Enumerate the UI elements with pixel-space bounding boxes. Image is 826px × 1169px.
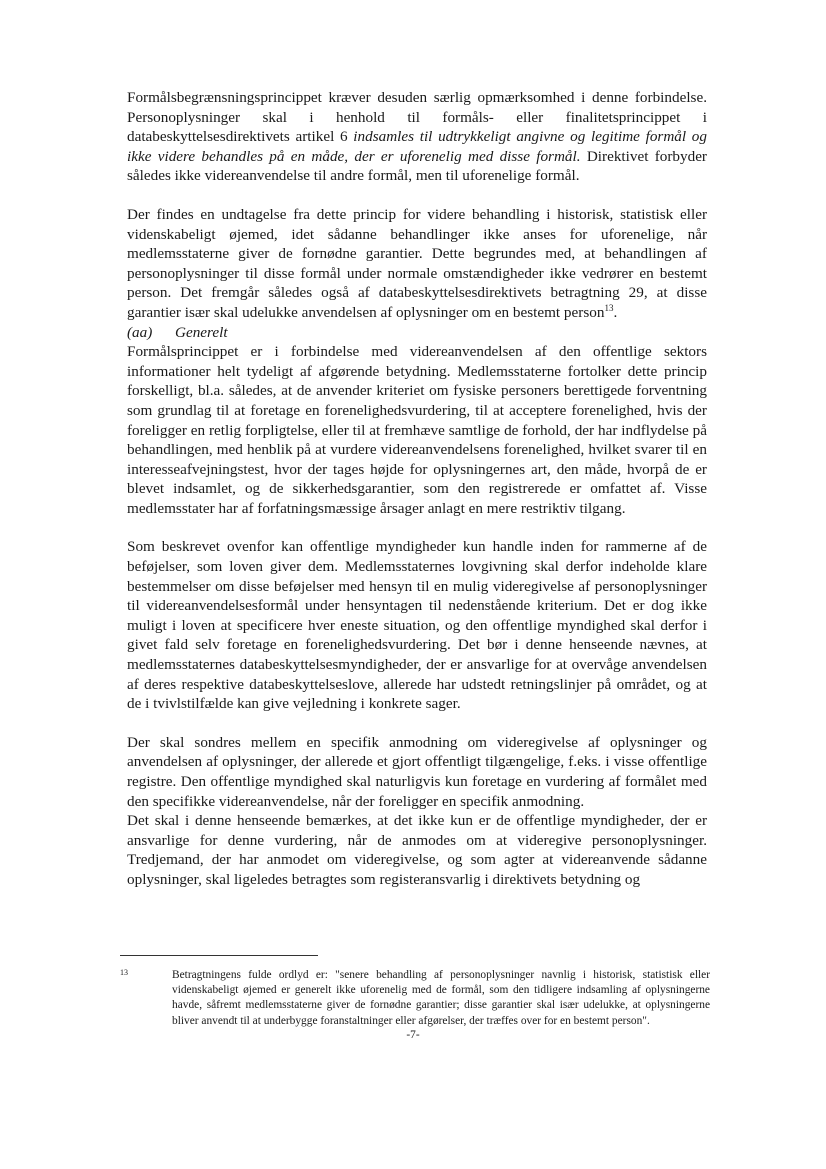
paragraph-text: Formålsbegrænsningsprincippet kræver desuden særlig opmærksomhed i denne forbindelse. Personoplysninger skal i henhold til formåls- eller finalitetsprincippet i databeskyttelsesdirektivets artikel 6 xyxy=(127,89,707,146)
footnote-separator xyxy=(120,955,318,956)
footnote xyxy=(120,968,710,1029)
paragraph-exception xyxy=(127,205,707,323)
paragraph-text: . xyxy=(613,303,618,321)
paragraph-purpose-limitation xyxy=(127,88,707,186)
document-body xyxy=(127,88,707,890)
page-number: -7- xyxy=(406,1029,420,1041)
footnote-mark: 13 xyxy=(120,968,128,977)
paragraph-authorities: Som beskrevet ovenfor kan offentlige myndigheder kun handle inden for rammerne af de beføjelser, som loven giver dem. Medlemsstaternes lovgivning skal derfor indeholde klare bestemmelser om disse beføjelser med hensyn til en mulig videregivelse af personoplysninger til videreanvendelsesformål under hensyntagen til nedenstående kriterium. Det er dog ikke muligt i loven at specificere hver eneste situation, og den offentlige myndighed skal derfor i givet fald selv foretage en forenelighedsvurdering. Det bør i denne henseende nævnes, at medlemsstaternes databeskyttelsesmyndigheder, der er ansvarlige for at overvåge anvendelsen af deres respektive databeskyttelseslove, allerede har udstedt retningslinjer på området, og at de i tvivlstilfælde kan give vejledning i konkrete sager. xyxy=(127,538,707,713)
footnote-text: Betragtningens fulde ordlyd er: "senere behandling af personoplysninger navnlig i historisk, statistisk eller videnskabeligt øjemed er generelt ikke uforenelig med de formål, som den tidligere indsamling af oplysningerne havde, såfremt medlemsstaterne giver de fornødne garantier; disse garantier skal især udelukke, at oplysningerne bliver anvendt til at underbygge foranstaltninger eller afgørelser, der træffes over for en bestemt person". xyxy=(172,969,710,1027)
paragraph-responsibility: Det skal i denne henseende bemærkes, at det ikke kun er de offentlige myndigheder, der er ansvarlige for denne vurdering, når de anmodes om at videregive personoplysninger. Tredjemand, der har anmodet om videregivelse, og som agter at videreanvende sådanne oplysninger, skal ligeledes betragtes som registeransvarlig i direktivets betydning og xyxy=(127,812,707,888)
footnote-reference[interactable]: 13 xyxy=(604,302,614,313)
section-heading xyxy=(127,323,707,343)
paragraph-italic-quote: indsamles til udtrykkeligt angivne og legitime formål og ikke videre behandles på en måde, der er uforenelig med disse formål. xyxy=(127,128,707,165)
section-number: (aa) xyxy=(127,323,153,341)
section-title: Generelt xyxy=(175,323,228,341)
paragraph-specific-request: Der skal sondres mellem en specifik anmodning om videregivelse af oplysninger og anvendelsen af oplysninger, der allerede et gjort offentligt tilgængelige, f.eks. i visse offentlige registre. Den offentlige myndighed skal naturligvis kun foretage en vurdering af formålet med den specifikke videreanvendelse, når der foreligger en specifik anmodning. xyxy=(127,733,707,810)
paragraph-general: Formålsprincippet er i forbindelse med videreanvendelsen af den offentlige sektors informationer helt tydeligt af afgørende betydning. Medlemsstaterne fortolker dette princip forskelligt, bl.a. således, at de anvender kriteriet om fysiske personers berettigede forventning som grundlag til at foretage en forenelighedsvurdering, til at acceptere forenelighed, hvis der foreligger en retlig forpligtelse, eller til at fremhæve samtlige de forhold, der har indflydelse på behandlingen, med henblik på at vurdere videreanvendelsens forenelighed, hvilket svarer til en interesseafvejningstest, hvor der tages højde for oplysningernes art, den måde, hvorpå de er blevet indsamlet, og de sikkerhedsgarantier, som den registrerede er omfattet af. Visse medlemsstater har af forfatningsmæssige årsager anlagt en mere restriktiv tilgang. xyxy=(127,343,707,517)
paragraph-text: Direktivet forbyder således ikke videreanvendelse til andre formål, men til uforenelige formål. xyxy=(127,147,707,185)
paragraph-text: Der findes en undtagelse fra dette princip for videre behandling i historisk, statistisk eller videnskabeligt øjemed, idet sådanne behandlinger ikke anses for uforenelige, når medlemsstaterne giver de fornødne garantier. Dette begrundes med, at behandlingen af personoplysninger til disse formål under normale omstændigheder ikke vedrører en bestemt person. Det fremgår således også af databeskyttelsesdirektivets betragtning 29, at disse garantier især skal udelukke anvendelsen af oplysninger om en bestemt person xyxy=(127,205,707,321)
